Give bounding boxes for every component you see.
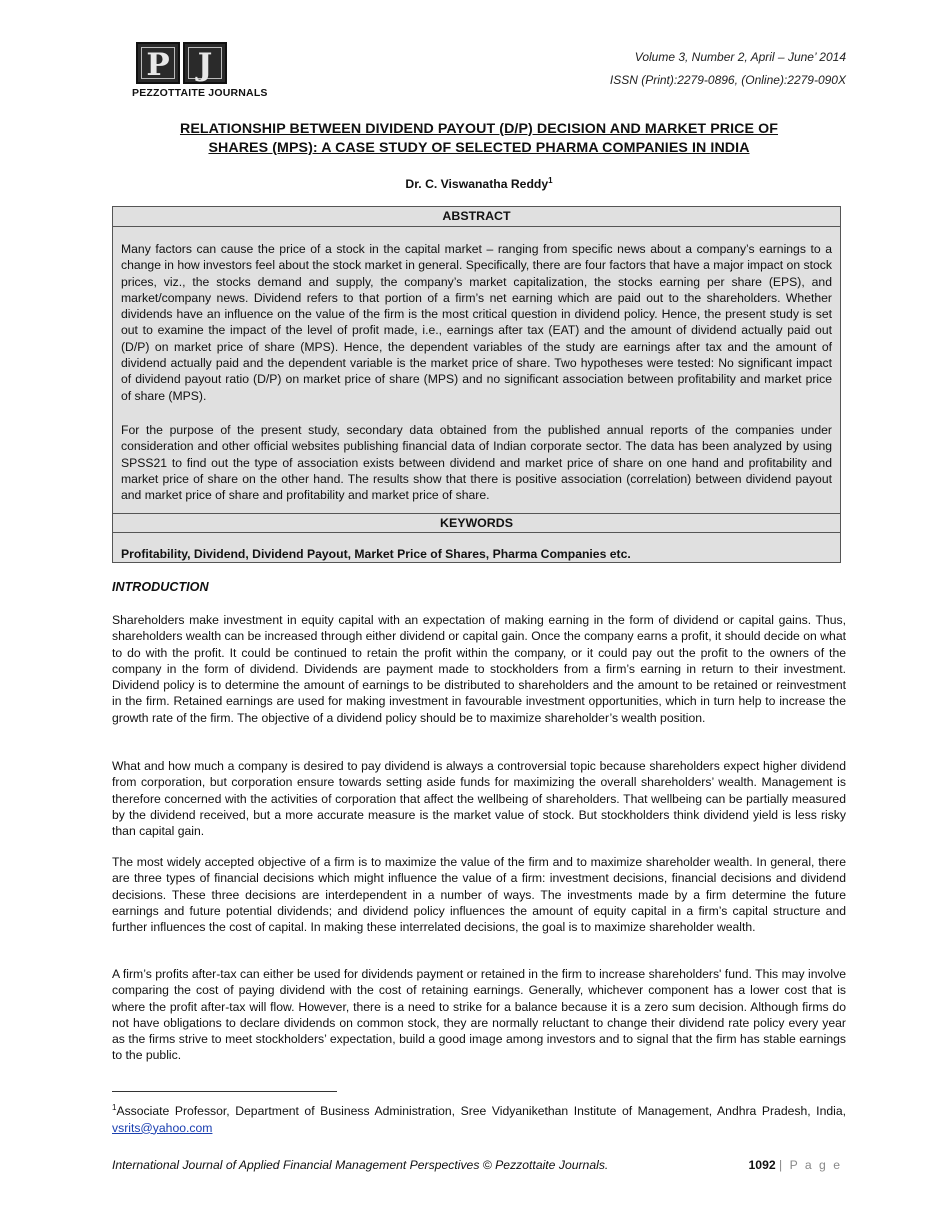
abstract-box <box>112 206 841 563</box>
keywords-heading: KEYWORDS <box>440 516 513 530</box>
author-name: Dr. C. Viswanatha Reddy <box>405 177 549 192</box>
page-number <box>749 1158 842 1172</box>
footnote-marker: 1 <box>112 1103 117 1112</box>
keywords-divider-top <box>113 513 840 514</box>
abstract-heading: ABSTRACT <box>442 209 511 223</box>
intro-paragraph-1: Shareholders make investment in equity capital with an expectation of making earning in the form of dividend or capital gains. Thus, shareholders wealth can be increased through either dividend or capital gain. Once the company earns a profit, it should decide on what to do with the profit. It could be continued to retain the profit within the company, or it could pay out the profit to the owners of the company in the form of dividend. Dividends are payment made to stockholders from a firm’s earning in return to their investment. Dividend policy is to determine the amount of earnings to be distributed to shareholders and the amount to be retained or reinvestment in the firm. Retained earnings are used for making investment in favourable investment opportunities, which in turn help to increase the growth rate of the firm. The objective of a dividend policy should be to maximize shareholder’s wealth position. <box>112 613 846 725</box>
logo-letter-j: J <box>183 42 227 84</box>
author-footnote-marker[interactable]: 1 <box>548 176 553 185</box>
logo-mark <box>136 42 292 84</box>
intro-paragraph-2: What and how much a company is desired to pay dividend is always a controversial topic because shareholders expect higher dividend from corporation, but corporation ensure towards setting aside funds for maximizing the overall shareholders’ wealth. Management is therefore concerned with the activities of corporation that affect the wellbeing of shareholders. That wellbeing can be partially measured by the dividend received, but a more accurate measure is the market value of stock. But stockholders think dividend yield is less risky than capital gain. <box>112 759 846 839</box>
paper-title <box>112 120 846 158</box>
page-number-value: 1092 <box>748 1158 776 1172</box>
abstract-divider <box>113 226 840 227</box>
introduction-heading: INTRODUCTION <box>112 580 209 594</box>
publisher-name: PEZZOTTAITE JOURNALS <box>132 87 268 99</box>
intro-paragraph-3: The most widely accepted objective of a firm is to maximize the value of the firm and to maximize shareholder wealth. In general, there are three types of financial decisions which might influence the value of a firm: investment decisions, financial decisions and dividend decisions. These three decisions are interdependent in a number of ways. The investments made by a firm determine the future earnings and future potential dividends; and dividend policy influences the amount of equity capital in a firm’s capital structure and further influences the cost of capital. In making these interrelated decisions, the goal is to maximize shareholder wealth. <box>112 855 846 935</box>
footer-journal: International Journal of Applied Financial Management Perspectives © Pezzottaite Journals. <box>112 1158 609 1172</box>
keywords-divider-bottom <box>113 532 840 533</box>
issue-info <box>610 46 846 92</box>
intro-paragraph-4: A firm’s profits after-tax can either be used for dividends payment or retained in the firm to increase shareholders' fund. This may involve comparing the cost of paying dividend with the cost of retaining earnings. Generally, whichever component has a lower cost that is where the profit after-tax will flow. However, there is a need to strike for a balance because it is a zero sum decision. Although firms do not have obligations to declare dividends on common stock, they are normally reluctant to change their dividend rate policy every year as the firms strive to meet stockholders’ expectation, build a good image among investors and to signal that the firm has stable earnings to the public. <box>112 967 846 1063</box>
footnote-text: Associate Professor, Department of Business Administration, Sree Vidyanikethan Institute of Management, Andhra Pradesh, India, <box>116 1104 846 1119</box>
footnote-divider <box>112 1091 337 1092</box>
logo-letter-p: P <box>136 42 180 84</box>
footnote <box>112 1100 846 1136</box>
title-line-2: SHARES (MPS): A CASE STUDY OF SELECTED PHARMA COMPANIES IN INDIA <box>208 140 750 156</box>
abstract-paragraph-1: Many factors can cause the price of a stock in the capital market – ranging from specific news about a company’s earnings to a change in how investors feel about the stock market in general. Specifically, there are four factors that have a major impact on stock prices, viz., the stocks demand and supply, the company’s market capitalization, the stocks earning per share (EPS), and market/company news. Dividend refers to that portion of a firm’s net earning which are paid out to the shareholders. Whether dividends have an influence on the value of the firm is the most critical question in dividend policy. Hence, the present study is set out to examine the impact of the level of profit made, i.e., earnings after tax (EAT) and the amount of dividend actually paid out (D/P) on market price of share (MPS). Hence, the dependent variables of the study are earnings after tax and the amount of dividend actually paid and the dependent variable is the market price of share. Two hypotheses were tested: No significant impact of dividend payout ratio (D/P) on market price of share (MPS) and no significant association between profitability and market price of share (MPS). <box>121 242 832 403</box>
abstract-paragraph-2: For the purpose of the present study, secondary data obtained from the published annual reports of the companies under consideration and other official websites publishing financial data of Indian corporate sector. The data has been analyzed by using SPSS21 to find out the type of association exists between dividend and market price of share on one hand and profitability and market price of share on the other hand. The results show that there is positive association (correlation) between dividend payout and market price of share and profitability and market price of share. <box>121 423 832 503</box>
issn: ISSN (Print):2279-0896, (Online):2279-090X <box>609 73 846 87</box>
author <box>112 176 846 191</box>
keywords-text: Profitability, Dividend, Dividend Payout, Market Price of Shares, Pharma Companies etc. <box>121 547 631 561</box>
title-line-1: RELATIONSHIP BETWEEN DIVIDEND PAYOUT (D/P) DECISION AND MARKET PRICE OF <box>179 121 779 137</box>
page-label: | P a g e <box>779 1158 842 1172</box>
issue-volume: Volume 3, Number 2, April – June’ 2014 <box>634 50 846 64</box>
journal-logo <box>132 42 292 99</box>
author-email-link[interactable]: vsrits@yahoo.com <box>112 1120 213 1135</box>
